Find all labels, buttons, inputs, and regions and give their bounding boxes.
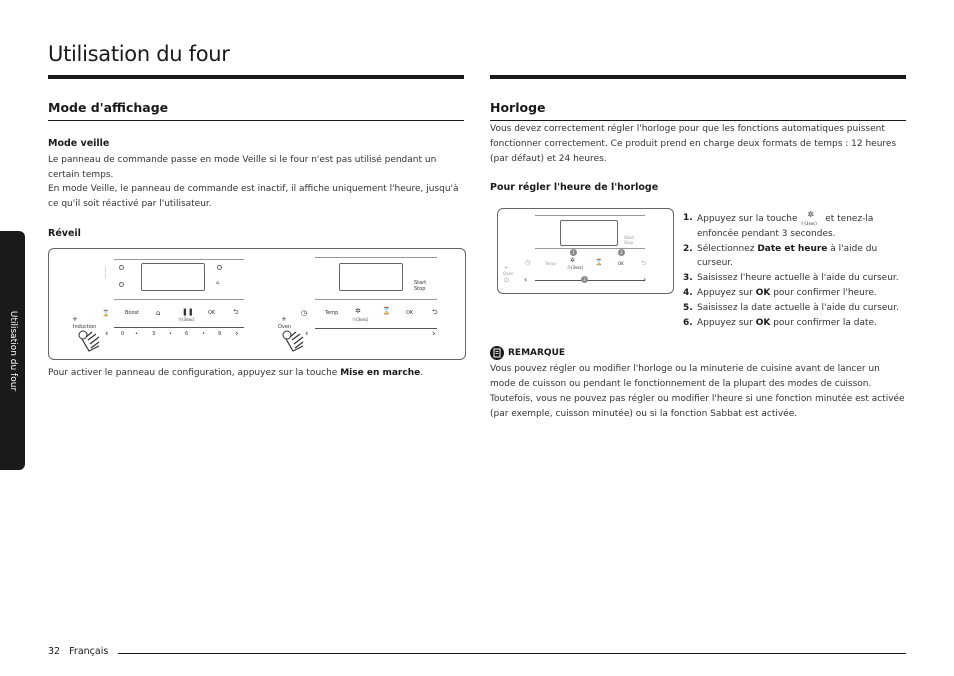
panel3-slider-line — [535, 280, 645, 281]
step-strong: Date et heure — [757, 243, 828, 254]
wake-illustration — [48, 248, 466, 360]
page-title: Utilisation du four — [48, 42, 230, 66]
panel3-mid-line — [535, 248, 645, 249]
step-strong: OK — [755, 287, 771, 298]
panel3-chevron-right: › — [643, 275, 647, 284]
scale-6: 6 — [185, 331, 189, 337]
plus-icon: + — [72, 315, 78, 323]
footer-rule — [118, 653, 906, 654]
step-text: Saisissez la date actuelle à l'aide du curseur. — [697, 302, 899, 313]
panel1-zone-dot — [119, 265, 124, 270]
panel2-mid-line — [315, 299, 437, 300]
panel3-top-line — [535, 215, 645, 216]
subheading-set-clock: Pour régler l'heure de l'horloge — [490, 182, 659, 193]
timer-icon: ⌛ — [382, 307, 391, 315]
standby-paragraph-2: En mode Veille, le panneau de commande est inactif, il affiche uniquement l'heure, jusqu'à ce qu'il soit réactivé par l'utilisateur. — [48, 184, 459, 209]
panel1-back-icon: ⮌ — [233, 308, 239, 316]
panel3-sub-label: Ⓢ(3sec) — [567, 265, 584, 270]
step-text: Appuyez sur — [697, 287, 756, 298]
panel2-display — [339, 263, 403, 291]
step-number: 3. — [683, 273, 693, 284]
panel1-ok-label: OK — [208, 310, 216, 316]
step-item — [683, 286, 908, 301]
panel1-boost-label: Boost — [125, 310, 140, 316]
section-rule-right — [490, 120, 906, 121]
page-language: Français — [69, 646, 109, 657]
pause-sub-label: Ⓢ(3sec) — [178, 317, 195, 322]
step-text: Appuyez sur la touche — [697, 214, 801, 224]
panel1-display — [141, 263, 205, 291]
step-text: Sélectionnez — [697, 243, 758, 254]
timer-icon: ⌛ — [102, 310, 110, 317]
step-item — [683, 316, 908, 331]
panel1-mid-line — [114, 299, 244, 300]
panel3-start-label: Start — [624, 235, 634, 240]
title-rule-right — [490, 75, 906, 79]
panel2-chevron-left: ‹ — [305, 329, 309, 339]
step-strong: OK — [755, 317, 771, 328]
scale-3: 3 — [152, 331, 156, 337]
panel2-back-icon: ⮌ — [432, 308, 438, 316]
step-badge-2: 2 — [618, 249, 625, 256]
panel1-zone-dot — [217, 265, 222, 270]
side-tab — [0, 231, 25, 470]
note-heading: REMARQUE — [508, 348, 566, 358]
panel3-ok-label: OK — [618, 261, 624, 266]
page-number: 32 — [48, 646, 61, 657]
note-text: Vous pouvez régler ou modifier l'horloge ou la minuterie de cuisine avant de lancer un mode de cuisson ou pendant le fonctionnement de la plupart des modes de cuisson. Toutefois, vous ne pouvez pas régler ou modifier l'heure si une fonction minutée est activée (par exemple, cuisson minutée) ou si la fonction Sabbat est activée. — [490, 364, 905, 419]
clock-steps — [683, 211, 908, 330]
step-item — [683, 211, 908, 242]
scale-dot: • — [135, 331, 138, 337]
subheading-standby: Mode veille — [48, 138, 110, 149]
clock-intro: Vous devez correctement régler l'horloge pour que les fonctions automatiques puissent fonctionner correctement. Ce produit prend en charge deux formats de temps : 12 heures (par défaut) et 24 heures. — [490, 124, 897, 164]
panel3-display — [560, 220, 618, 246]
step-number: 2. — [683, 243, 693, 254]
panel2-slider-line — [315, 328, 437, 329]
activate-text: Pour activer le panneau de configuration, appuyez sur la touche — [48, 368, 341, 378]
step-item — [683, 271, 908, 286]
step-item — [683, 301, 908, 316]
scale-9: 9 — [218, 331, 222, 337]
step-badge-3: 2 — [581, 276, 588, 283]
power-icon: ⏻ — [504, 277, 509, 284]
panel2-chevron-right: › — [432, 329, 436, 339]
panel2-ok-label: OK — [406, 310, 414, 316]
step-text: pour confirmer la date. — [770, 317, 877, 328]
note-icon — [490, 346, 504, 360]
panel3-temp-label: Temp — [545, 261, 556, 266]
panel1-top-line — [114, 259, 244, 260]
panel2-oven-label: Oven — [278, 324, 292, 330]
light-icon: ✲ — [570, 257, 576, 264]
panel1-zone-dot — [119, 282, 124, 287]
light-sub-label: Ⓢ(3sec) — [352, 317, 369, 322]
keep-warm-icon: ⌂ — [156, 309, 161, 317]
panel1-chevron-left: ‹ — [105, 329, 109, 339]
standby-paragraph-1: Le panneau de commande passe en mode Veille si le four n'est pas utilisé pendant un certain temps. — [48, 155, 437, 180]
step-number: 6. — [683, 317, 693, 328]
plus-icon: + — [504, 265, 509, 271]
light-key-sub: Ⓢ(3sec) — [800, 221, 817, 226]
section-heading-clock: Horloge — [490, 100, 546, 115]
hand-pointer-icon — [77, 329, 107, 355]
panel1-chevron-right: › — [235, 329, 239, 339]
scale-dot: • — [169, 331, 172, 337]
timer-icon: ⌛ — [595, 259, 603, 266]
step-number: 1. — [683, 213, 693, 223]
power-key-label: Mise en marche — [340, 368, 421, 378]
panel1-slider-line — [114, 327, 244, 328]
hand-pointer-icon — [281, 329, 311, 355]
step-number: 5. — [683, 302, 693, 313]
section-rule-left — [48, 120, 464, 121]
clock-icon: ◷ — [525, 259, 531, 266]
step-text: à l'aide du curseur. — [697, 243, 878, 269]
step-item — [683, 242, 908, 272]
step-badge-1: 1 — [570, 249, 577, 256]
scale-0: 0 — [121, 331, 125, 337]
title-rule-left — [48, 75, 464, 79]
section-heading-display-mode: Mode d'affichage — [48, 100, 169, 115]
page-footer — [48, 646, 108, 657]
panel2-stop-label: Stop — [414, 286, 426, 292]
back-icon: ⮌ — [641, 260, 646, 267]
panel1-indicator-dots: ⋮ ⋮ — [103, 267, 108, 279]
light-icon: ✲ — [355, 307, 361, 315]
lock-icon: ⌂ — [216, 280, 220, 286]
scale-dot: • — [202, 331, 205, 337]
step-text: pour confirmer l'heure. — [770, 287, 877, 298]
clock-panel-illustration — [497, 208, 674, 294]
activate-paragraph — [48, 366, 466, 381]
step-text: et tenez-la enfoncée pendant 3 secondes. — [697, 214, 874, 239]
step-text: Appuyez sur — [697, 317, 756, 328]
clock-icon: ◷ — [301, 309, 308, 317]
panel3-chevron-left: ‹ — [524, 275, 528, 284]
panel3-stop-label: Stop — [624, 240, 634, 245]
step-text: Saisissez l'heure actuelle à l'aide du curseur. — [697, 273, 899, 284]
panel3-oven-label: Oven — [503, 271, 514, 276]
pause-icon: ❚❚ — [182, 308, 194, 316]
side-tab-label: Utilisation du four — [7, 310, 18, 391]
subheading-wake: Réveil — [48, 228, 81, 239]
plus-icon: + — [281, 315, 287, 323]
panel1-induction-label: Induction — [73, 324, 97, 330]
step-number: 4. — [683, 287, 693, 298]
panel2-top-line — [315, 257, 437, 258]
activate-end: . — [420, 368, 424, 378]
panel2-start-label: Start — [414, 280, 427, 286]
light-key-icon: ✲ Ⓢ(3sec) — [800, 211, 822, 223]
panel2-temp-label: Temp — [325, 310, 339, 316]
